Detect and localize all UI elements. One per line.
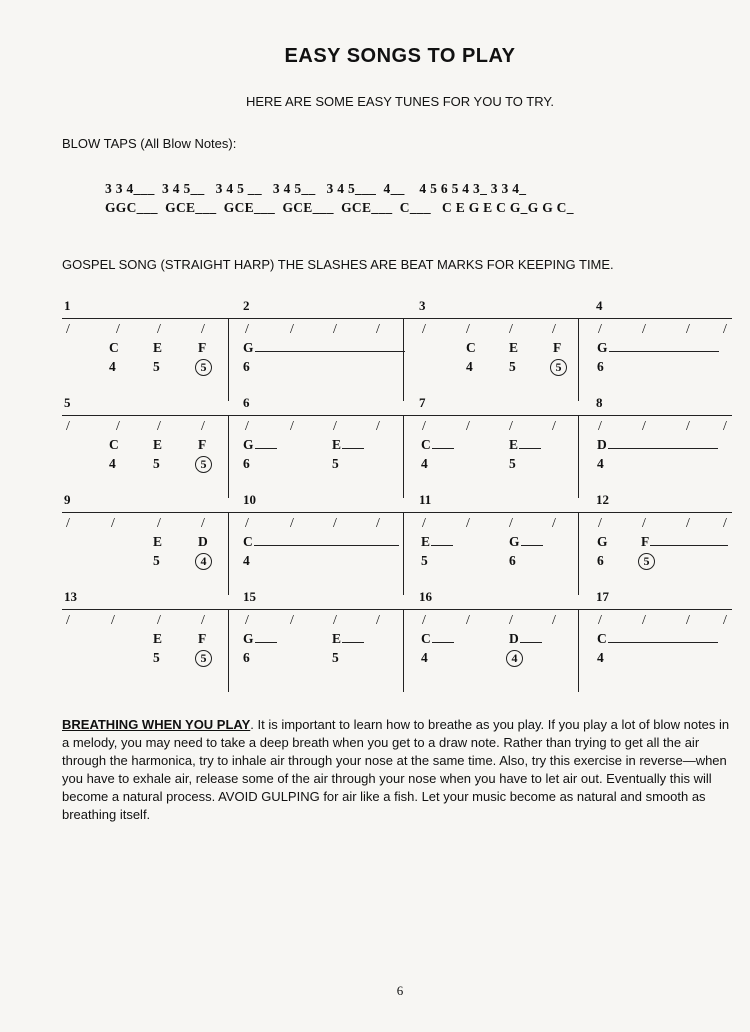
note-letter: E <box>153 340 163 355</box>
beat-mark: / <box>422 419 426 434</box>
draw-hole-number: 4 <box>195 553 212 570</box>
beat-mark: / <box>245 419 249 434</box>
beat-mark: / <box>66 613 70 628</box>
note-letter: E <box>153 631 163 646</box>
blow-hole-number: 5 <box>153 650 160 665</box>
beat-mark: / <box>723 516 727 531</box>
note-letter: G <box>243 437 277 453</box>
bar-line <box>403 512 404 595</box>
beat-mark: / <box>333 322 337 337</box>
beat-mark: / <box>509 516 513 531</box>
beat-mark: / <box>245 613 249 628</box>
beat-mark: / <box>116 419 120 434</box>
measure-number: 1 <box>64 298 71 313</box>
beat-mark: / <box>157 613 161 628</box>
beat-mark: / <box>333 419 337 434</box>
blow-hole-number: 4 <box>421 456 428 471</box>
note-letter: G <box>597 534 608 549</box>
beat-mark: / <box>686 613 690 628</box>
measure-number: 7 <box>419 395 426 410</box>
bar-line <box>578 609 579 692</box>
beat-mark: / <box>723 419 727 434</box>
beat-mark: / <box>201 419 205 434</box>
taps-notes: GGC___ GCE___ GCE___ GCE___ GCE___ C___ C E G E C G_G G C_ <box>105 200 574 215</box>
gospel-heading <box>62 257 614 272</box>
beat-mark: / <box>376 613 380 628</box>
draw-hole-number: 5 <box>638 553 655 570</box>
page-title: EASY SONGS TO PLAY <box>284 45 516 67</box>
bar-line <box>228 318 229 401</box>
blow-hole-number: 5 <box>332 650 339 665</box>
breathing-text: . It is important to learn how to breathe as you play. If you play a lot of blow notes in a melody, you may need to take a deep breath when you get to a draw note. Rather than trying to get all the air through the harmonica, try to inhale air through your nose at the same time. Also, try this exercise in reverse—when you have to exhale air, release some of the air through your nose when you have to let air out. Eventually this will become a natural process. AVOID GULPING for air like a fish. Let your music become as natural and smooth as breathing itself. <box>62 717 730 822</box>
beat-mark: / <box>66 419 70 434</box>
note-letter: C <box>421 437 454 453</box>
blow-hole-number: 6 <box>597 553 604 568</box>
measure-number: 3 <box>419 298 426 313</box>
measure-number: 10 <box>243 492 256 507</box>
beat-mark: / <box>642 322 646 337</box>
blow-hole-number: 4 <box>243 553 250 568</box>
beat-mark: / <box>201 322 205 337</box>
breathing-lead: BREATHING WHEN YOU PLAY <box>62 717 251 732</box>
beat-mark: / <box>466 322 470 337</box>
blow-hole-number: 4 <box>466 359 473 374</box>
taps-hole-numbers: 3 3 4___ 3 4 5__ 3 4 5 __ 3 4 5__ 3 4 5___ 4__ 4 5 6 5 4 3_ 3 3 4_ <box>105 181 527 196</box>
bar-line <box>228 609 229 692</box>
staff-line <box>62 609 732 610</box>
beat-mark: / <box>290 613 294 628</box>
bar-line <box>403 415 404 498</box>
note-letter: G <box>509 534 543 550</box>
measure-number: 9 <box>64 492 71 507</box>
beat-mark: / <box>201 613 205 628</box>
note-letter: F <box>641 534 728 550</box>
beat-mark: / <box>642 613 646 628</box>
measure-number: 15 <box>243 589 256 604</box>
beat-mark: / <box>245 322 249 337</box>
blow-hole-number: 4 <box>597 650 604 665</box>
bar-line <box>578 415 579 498</box>
note-letter: C <box>243 534 399 550</box>
note-letter: E <box>421 534 453 550</box>
blow-hole-number: 4 <box>421 650 428 665</box>
note-letter: C <box>421 631 454 647</box>
note-letter: C <box>109 340 119 355</box>
beat-mark: / <box>290 322 294 337</box>
beat-mark: / <box>598 419 602 434</box>
bar-line <box>228 512 229 595</box>
beat-mark: / <box>598 516 602 531</box>
beat-mark: / <box>111 613 115 628</box>
beat-mark: / <box>466 419 470 434</box>
measure-number: 11 <box>419 492 432 507</box>
staff-line <box>62 512 732 513</box>
blow-hole-number: 4 <box>109 359 116 374</box>
beat-mark: / <box>111 516 115 531</box>
beat-mark: / <box>333 613 337 628</box>
draw-hole-number: 5 <box>195 456 212 473</box>
measure-number: 16 <box>419 589 432 604</box>
note-letter: E <box>332 437 364 453</box>
beat-mark: / <box>422 322 426 337</box>
beat-mark: / <box>642 419 646 434</box>
beat-mark: / <box>552 516 556 531</box>
measure-number: 5 <box>64 395 71 410</box>
breathing-paragraph <box>62 716 734 824</box>
staff-line <box>62 318 732 319</box>
blow-hole-number: 5 <box>421 553 428 568</box>
beat-mark: / <box>157 322 161 337</box>
beat-mark: / <box>723 613 727 628</box>
measure-number: 2 <box>243 298 250 313</box>
blow-hole-number: 6 <box>509 553 516 568</box>
note-letter: E <box>153 534 163 549</box>
beat-mark: / <box>686 322 690 337</box>
note-letter: F <box>198 340 207 355</box>
gospel-heading-title: GOSPEL SONG (STRAIGHT HARP) <box>62 257 275 272</box>
beat-mark: / <box>376 516 380 531</box>
beat-mark: / <box>552 613 556 628</box>
beat-mark: / <box>509 613 513 628</box>
note-letter: C <box>109 437 119 452</box>
note-letter: E <box>509 340 519 355</box>
beat-mark: / <box>723 322 727 337</box>
measure-number: 4 <box>596 298 603 313</box>
blow-hole-number: 5 <box>153 359 160 374</box>
beat-mark: / <box>422 613 426 628</box>
beat-mark: / <box>66 516 70 531</box>
note-letter: G <box>243 340 405 356</box>
beat-mark: / <box>376 419 380 434</box>
draw-hole-number: 5 <box>550 359 567 376</box>
measure-number: 12 <box>596 492 609 507</box>
blow-hole-number: 5 <box>153 456 160 471</box>
beat-mark: / <box>466 613 470 628</box>
draw-hole-number: 4 <box>506 650 523 667</box>
measure-number: 8 <box>596 395 603 410</box>
draw-hole-number: 5 <box>195 359 212 376</box>
beat-mark: / <box>686 516 690 531</box>
beat-mark: / <box>598 322 602 337</box>
blow-hole-number: 5 <box>332 456 339 471</box>
note-letter: D <box>509 631 542 647</box>
beat-mark: / <box>422 516 426 531</box>
beat-mark: / <box>642 516 646 531</box>
beat-mark: / <box>509 322 513 337</box>
measure-number: 13 <box>64 589 77 604</box>
blow-hole-number: 5 <box>509 456 516 471</box>
beat-mark: / <box>509 419 513 434</box>
note-letter: E <box>509 437 541 453</box>
bar-line <box>403 318 404 401</box>
measure-number: 6 <box>243 395 250 410</box>
blow-hole-number: 6 <box>243 359 250 374</box>
beat-mark: / <box>245 516 249 531</box>
note-letter: E <box>332 631 364 647</box>
beat-mark: / <box>201 516 205 531</box>
beat-mark: / <box>157 419 161 434</box>
bar-line <box>403 609 404 692</box>
beat-mark: / <box>157 516 161 531</box>
staff-line <box>62 415 732 416</box>
measure-number: 17 <box>596 589 609 604</box>
note-letter: C <box>597 631 718 647</box>
beat-mark: / <box>290 419 294 434</box>
beat-mark: / <box>116 322 120 337</box>
note-letter: G <box>597 340 719 356</box>
beat-mark: / <box>552 322 556 337</box>
note-letter: D <box>198 534 208 549</box>
page-number: 6 <box>396 983 404 998</box>
blow-hole-number: 6 <box>243 456 250 471</box>
note-letter: C <box>466 340 476 355</box>
beat-mark: / <box>552 419 556 434</box>
note-letter: F <box>198 631 207 646</box>
bar-line <box>578 318 579 401</box>
beat-mark: / <box>598 613 602 628</box>
beat-mark: / <box>466 516 470 531</box>
note-letter: D <box>597 437 718 453</box>
draw-hole-number: 5 <box>195 650 212 667</box>
blow-hole-number: 4 <box>109 456 116 471</box>
beat-mark: / <box>376 322 380 337</box>
blow-hole-number: 5 <box>509 359 516 374</box>
note-letter: F <box>198 437 207 452</box>
taps-heading: BLOW TAPS (All Blow Notes): <box>62 136 237 151</box>
gospel-heading-note: THE SLASHES ARE BEAT MARKS FOR KEEPING TIME. <box>274 257 614 272</box>
bar-line <box>228 415 229 498</box>
note-letter: E <box>153 437 163 452</box>
beat-mark: / <box>333 516 337 531</box>
blow-hole-number: 6 <box>243 650 250 665</box>
note-letter: F <box>553 340 562 355</box>
note-letter: G <box>243 631 277 647</box>
blow-hole-number: 5 <box>153 553 160 568</box>
blow-hole-number: 4 <box>597 456 604 471</box>
beat-mark: / <box>686 419 690 434</box>
beat-mark: / <box>66 322 70 337</box>
bar-line <box>578 512 579 595</box>
blow-hole-number: 6 <box>597 359 604 374</box>
page-subtitle: HERE ARE SOME EASY TUNES FOR YOU TO TRY. <box>245 94 554 109</box>
beat-mark: / <box>290 516 294 531</box>
